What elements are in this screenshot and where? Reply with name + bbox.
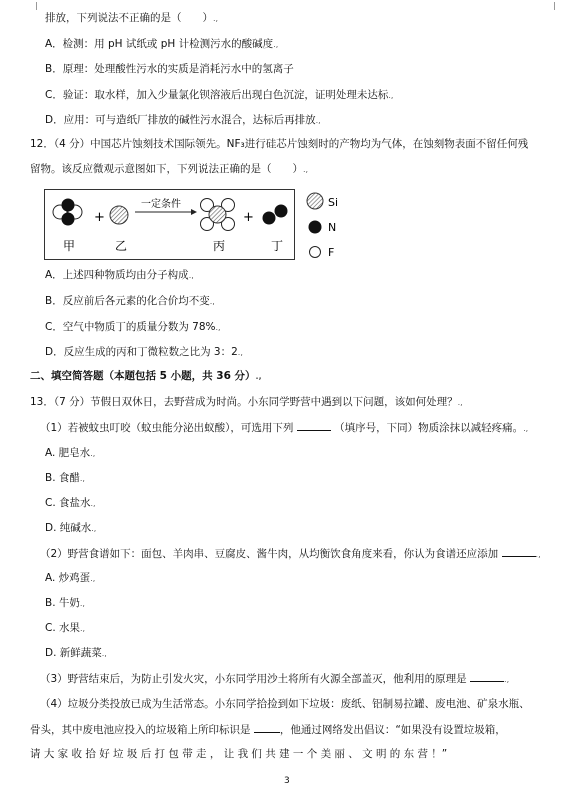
label-ding: 丁 <box>271 239 284 253</box>
answer-blank[interactable] <box>502 546 536 557</box>
answer-blank[interactable] <box>254 722 280 733</box>
q12-stem-line2: 留物。该反应微观示意图如下，下列说法正确的是（ ）., <box>30 163 309 175</box>
atom-legend <box>306 189 366 264</box>
answer-blank[interactable] <box>470 671 504 682</box>
label-yi: 乙 <box>115 239 128 253</box>
q13-part2-option-a: A. 炒鸡蛋., <box>45 572 96 584</box>
legend-si-label: Si <box>328 196 339 209</box>
plus-sign: + <box>94 210 105 225</box>
q13-part2-option-d: D. 新鲜蔬菜., <box>45 647 107 659</box>
q11-stem-end: 排放，下列说法不正确的是（ ）., <box>45 12 219 24</box>
molecule-jia <box>53 199 82 226</box>
q13-part3: （3）野营结束后，为防止引发火灾，小东同学用沙土将所有火源全部盖灭，他利用的原理是 ., <box>40 673 510 685</box>
reaction-condition: 一定条件 <box>141 199 181 210</box>
q13-stem: 13．（7 分）节假日双休日，去野营成为时尚。小东同学野营中遇到以下问题，该如何处理？., <box>30 396 463 408</box>
reaction-diagram <box>44 189 295 260</box>
q13-part1: （1）若被蚊虫叮咬（蚊虫能分泌出蚁酸），可选用下列 （填序号，下同）物质涂抹以减轻疼痛。., <box>40 422 529 434</box>
q12-option-c: C．空气中物质丁的质量分数为 78%., <box>45 321 221 333</box>
q13-part2: （2）野营食谱如下：面包、羊肉串、豆腐皮、酱牛肉，从均衡饮食角度来看，你认为食谱还应添加 ., <box>40 548 541 560</box>
q13-part1-option-a: A. 肥皂水., <box>45 447 96 459</box>
si-atom-icon <box>307 193 323 209</box>
atom-legend-svg <box>306 189 366 264</box>
q13-part4-line1: （4）垃圾分类投放已成为生活常态。小东同学拾捡到如下垃圾：废纸、铝制易拉罐、废电池、矿泉水瓶、 <box>40 698 530 710</box>
reaction-diagram-svg <box>45 190 294 259</box>
q12-option-a: A．上述四种物质均由分子构成., <box>45 269 194 281</box>
molecule-yi <box>110 206 128 224</box>
molecule-bing <box>201 199 235 231</box>
legend-n-label: N <box>328 221 337 234</box>
page-number: 3 <box>284 776 290 786</box>
plus-sign: + <box>243 210 254 225</box>
q13-part1-option-b: B. 食醋., <box>45 472 85 484</box>
q13-part4-line2: 骨头，其中废电池应投入的垃圾箱上所印标识是 ，他通过网络发出倡议：“如果没有设置垃圾箱， <box>30 724 506 736</box>
q12-option-b: B．反应前后各元素的化合价均不变., <box>45 295 215 307</box>
f-atom-icon <box>310 247 321 258</box>
q13-part1-option-d: D. 纯碱水., <box>45 522 97 534</box>
label-bing: 丙 <box>213 239 226 253</box>
molecule-ding <box>263 205 288 225</box>
margin-corner <box>554 2 563 10</box>
legend-f-label: F <box>328 246 335 259</box>
arrow-head-icon <box>191 209 197 215</box>
q13-part1-option-c: C. 食盐水., <box>45 497 96 509</box>
q13-part4-line3: 请 大 家 收 拾 好 垃 圾 后 打 包 带 走 ， 让 我 们 共 建 一 个 美 丽 、 文 明 的 东 营 ！” <box>30 748 448 760</box>
q13-part2-option-b: B. 牛奶., <box>45 597 85 609</box>
label-jia: 甲 <box>63 239 76 253</box>
q12-option-d: D．反应生成的丙和丁微粒数之比为 3：2., <box>45 346 243 358</box>
q11-option-b: B．原理：处理酸性污水的实质是消耗污水中的氢离子 <box>45 63 294 75</box>
q11-option-a: A．检测：用 pH 试纸或 pH 计检测污水的酸碱度., <box>45 38 279 50</box>
q13-part2-option-c: C. 水果., <box>45 622 86 634</box>
q11-option-d: D．应用：可与造纸厂排放的碱性污水混合，达标后再排放., <box>45 114 321 126</box>
answer-blank[interactable] <box>297 420 331 431</box>
n-atom-icon <box>309 221 322 234</box>
section-two-heading: 二、填空简答题（本题包括 5 小题，共 36 分）., <box>30 370 262 382</box>
q11-option-c: C．验证：取水样，加入少量氯化钡溶液后出现白色沉淀，证明处理未达标., <box>45 89 394 101</box>
margin-corner <box>28 2 37 10</box>
q12-stem-line1: 12．（4 分）中国芯片蚀刻技术国际领先。NF₃进行硅芯片蚀刻时的产物均为气体，在蚀刻物表面不留任何残 <box>30 138 529 150</box>
